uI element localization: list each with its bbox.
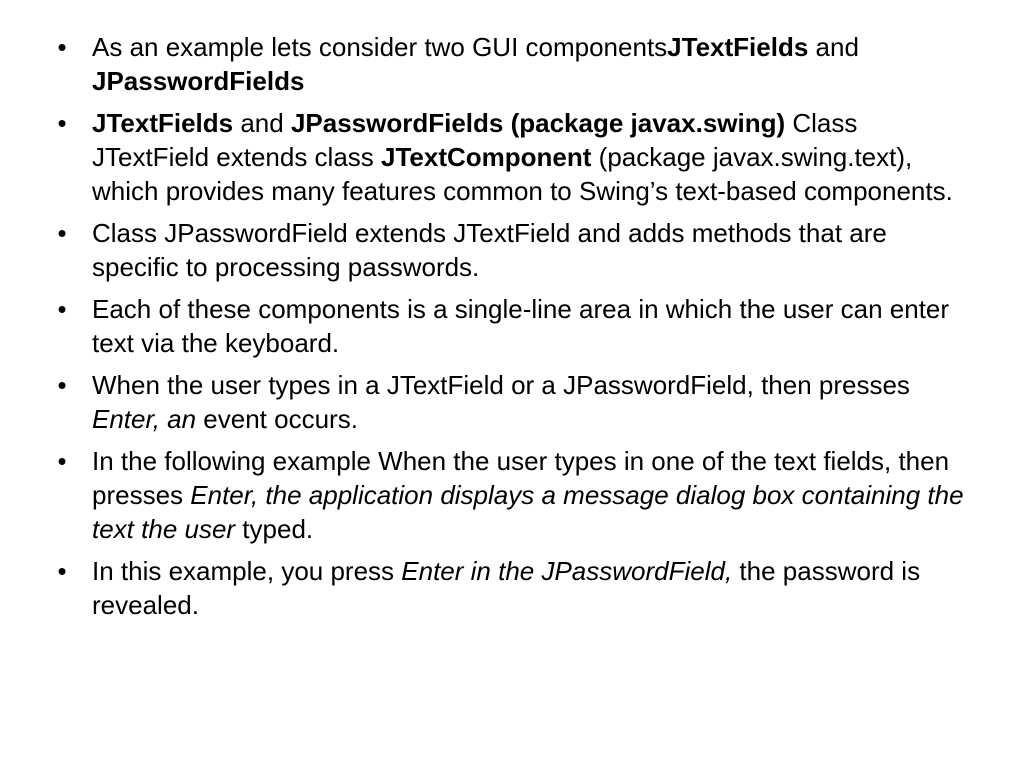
bullet-text: Class JPasswordField extends JTextField and adds methods that are specific to processing passwords. [92,218,887,282]
bullet-text: In the following example When the user types in one of the text fields, then presses Enter, the application displays a message dialog box containing the text the user typed. [92,446,964,544]
bullet-item [52,444,972,546]
bullet-item [52,106,972,208]
bullet-item [52,292,972,360]
bullet-dot: • [57,446,67,476]
bullet-dot: • [57,108,67,138]
bullet-item [52,30,972,98]
bullet-item [52,368,972,436]
bullet-item [52,554,972,622]
bullet-text: When the user types in a JTextField or a JPasswordField, then presses Enter, an event occurs. [92,370,910,434]
bullet-dot: • [57,32,67,62]
bullet-dot: • [57,556,67,586]
bullet-text: JTextFields and JPasswordFields (package javax.swing) Class JTextField extends class JTextComponent (package javax.swing.text), which provides many features common to Swing’s text-based components. [92,108,953,206]
bullet-text: In this example, you press Enter in the JPasswordField, the password is revealed. [92,556,921,620]
slide-content [52,30,972,630]
bullet-dot: • [57,370,67,400]
bullet-list [52,30,972,622]
bullet-text: Each of these components is a single-line area in which the user can enter text via the keyboard. [92,294,950,358]
bullet-dot: • [57,218,67,248]
bullet-item [52,216,972,284]
bullet-dot: • [57,294,67,324]
bullet-text: As an example lets consider two GUI componentsJTextFields and JPasswordFields [92,32,859,96]
